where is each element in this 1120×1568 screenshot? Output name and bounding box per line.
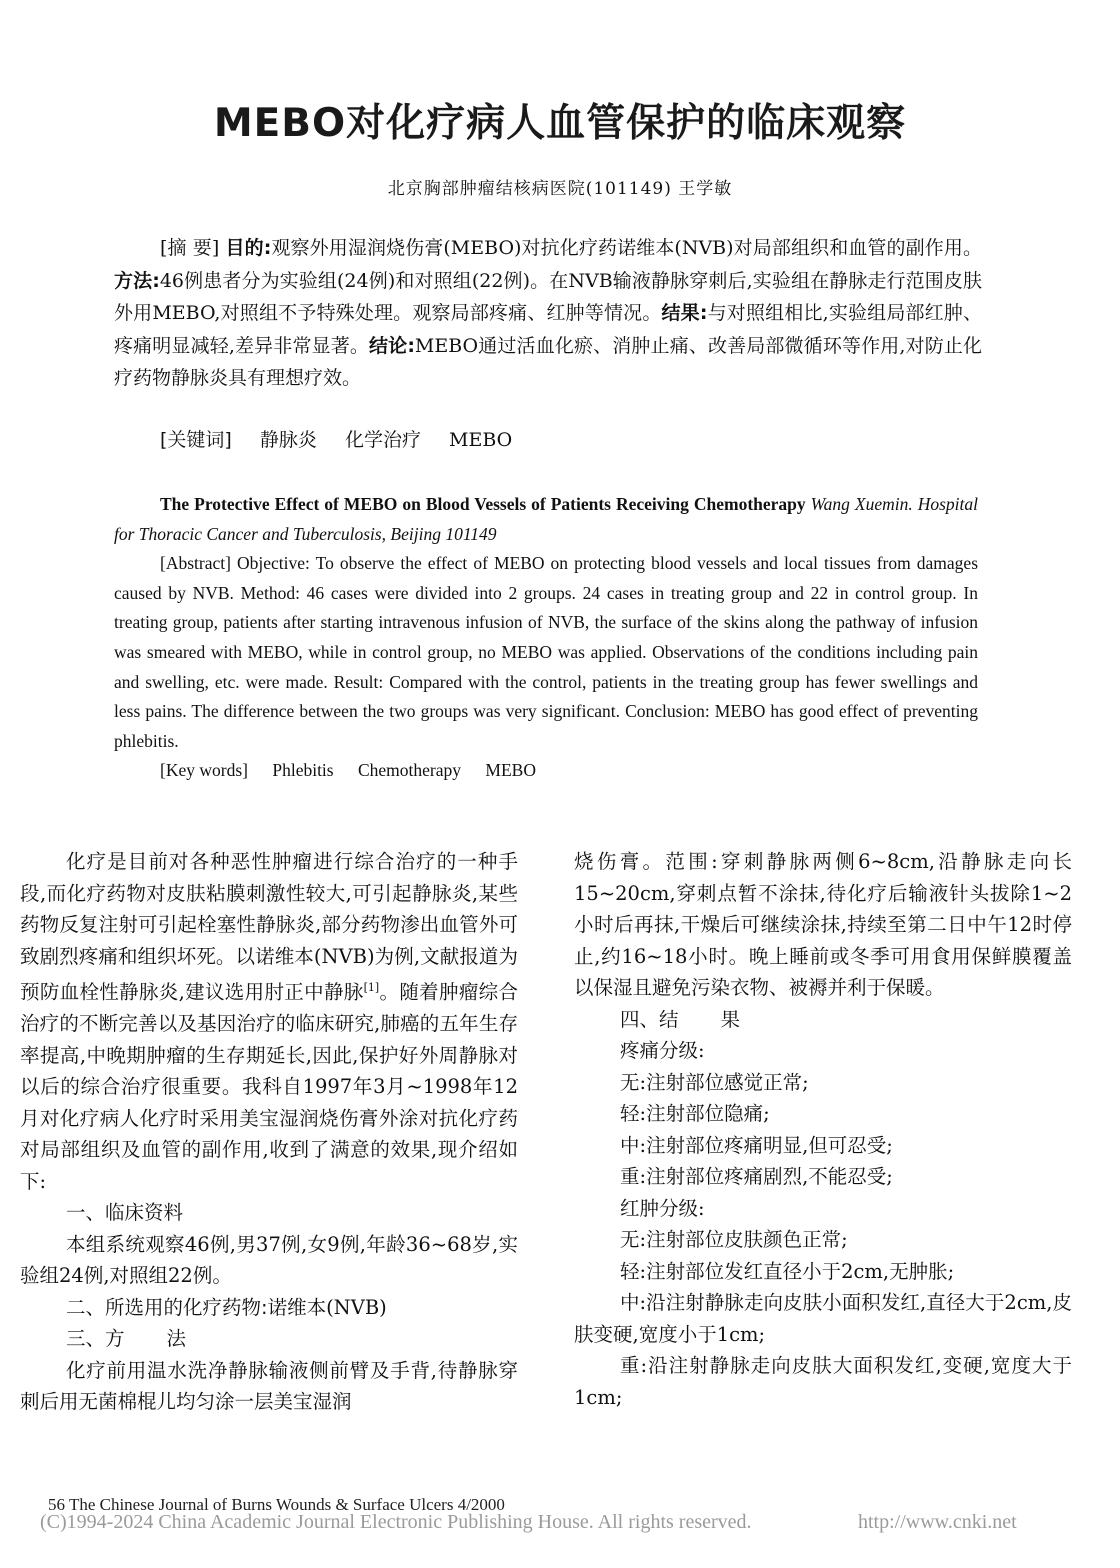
english-abstract-body (114, 549, 978, 756)
drug-heading-label: 二、所选用的化疗药物: (66, 1295, 268, 1319)
citation-ref: [1] (363, 981, 380, 994)
pain-grade-item: 无:注射部位感觉正常; (620, 1070, 809, 1094)
author-affiliation: 北京胸部肿瘤结核病医院(101149) 王学敏 (387, 179, 733, 199)
section-heading-results (574, 1004, 1072, 1036)
materials-paragraph: 本组系统观察46例,男37例,女9例,年龄36~68岁,实验组24例,对照组22例。 (20, 1232, 518, 1287)
english-title: The Protective Effect of MEBO on Blood Vessels of Patients Receiving Chemotherapy (160, 494, 806, 514)
conclusion-label: 结论: (369, 334, 415, 357)
intro-text-b: 。随着肿瘤综合治疗的不断完善以及基因治疗的临床研究,肺癌的五年生存率提高,中晚期肿瘤的生存期延长,因此,保护好外周静脉对以后的综合治疗很重要。我科自1997年3月~1998年12月对化疗病人化疗时采用美宝湿润烧伤膏外涂对抗化疗药对局部组织及血管的副作用,收到了满意的效果,现介绍如下: (20, 980, 518, 1193)
objective-label: 目的: (225, 237, 272, 259)
pain-grade-item: 中:注射部位疼痛明显,但可忍受; (620, 1133, 893, 1157)
body-right-column (574, 846, 1072, 1413)
copyright-watermark (40, 1511, 1080, 1534)
keyword: 化学治疗 (344, 429, 421, 451)
section-heading-materials: 一、临床资料 (66, 1201, 184, 1224)
english-keyword: Phlebitis (272, 760, 334, 781)
result-text: 与对照组相比,实验组局部红肿、疼痛明显减轻,差异非常显著。 (114, 302, 982, 357)
body-left-column (20, 846, 518, 1418)
english-abstract (114, 490, 978, 786)
abstract-tag: [摘 要] (160, 237, 220, 259)
method-heading-b: 法 (166, 1327, 187, 1350)
results-heading-a: 四、结 (620, 1007, 679, 1031)
objective-text: 观察外用湿润烧伤膏(MEBO)对抗化疗药诺维本(NVB)对局部组织和血管的副作用。 (271, 237, 982, 259)
pain-grade-item: 轻:注射部位隐痛; (620, 1102, 770, 1125)
swelling-grade-item: 无:注射部位皮肤颜色正常; (620, 1228, 848, 1251)
english-abstract-tag: [Abstract] (160, 553, 231, 574)
method-heading-a: 三、方 (66, 1327, 125, 1350)
chinese-keywords (160, 425, 512, 452)
english-byline: Wang Xuemin. Hospital for Thoracic Cancer and Tuberculosis, Beijing 101149 (114, 494, 978, 544)
keywords-tag: [关键词] (160, 429, 232, 451)
method-continuation: 烧伤膏。范围:穿刺静脉两侧6~8cm,沿静脉走向长15~20cm,穿刺点暂不涂抹,待化疗后输液针头拔除1~2小时后再抹,干燥后可继续涂抹,持续至第二日中午12时停止,约16~18小时。晚上睡前或冬季可用食用保鲜膜覆盖以保湿且避免污染衣物、被褥并利于保暖。 (574, 850, 1072, 999)
section-heading-drug (20, 1292, 518, 1324)
english-keyword: MEBO (485, 760, 536, 781)
english-keyword: Chemotherapy (357, 760, 462, 781)
intro-paragraph (20, 846, 518, 1197)
paper-title: MEBO对化疗病人血管保护的临床观察 (213, 101, 907, 146)
swelling-grade-item: 中:沿注射静脉走向皮肤小面积发红,直径大于2cm,皮肤变硬,宽度小于1cm; (574, 1291, 1072, 1346)
keyword: 静脉炎 (259, 429, 317, 451)
swelling-grade-item: 重:沿注射静脉走向皮肤大面积发红,变硬,宽度大于1cm; (574, 1354, 1072, 1409)
section-heading-method (20, 1323, 518, 1355)
english-header (114, 490, 978, 549)
cnki-url: http://www.cnki.net (858, 1511, 1017, 1533)
swelling-grading-title: 红肿分级: (620, 1196, 705, 1220)
drug-name: 诺维本(NVB) (267, 1295, 387, 1319)
intro-text-a: 化疗是目前对各种恶性肿瘤进行综合治疗的一种手段,而化疗药物对皮肤粘膜刺激性较大,可引起静脉炎,某些药物反复注射可引起栓塞性静脉炎,部分药物渗出血管外可致剧烈疼痛和组织坏死。以诺维本(NVB)为例,文献报道为预防血栓性静脉炎,建议选用肘正中静脉 (20, 850, 518, 1004)
method-text: 46例患者分为实验组(24例)和对照组(22例)。在NVB输液静脉穿刺后,实验组在静脉走行范围皮肤外用MEBO,对照组不予特殊处理。观察局部疼痛、红肿等情况。 (114, 269, 982, 324)
method-label: 方法: (114, 269, 160, 292)
english-abstract-text: Objective: To observe the effect of MEBO on protecting blood vessels and local tissues from damages caused by NVB. Method: 46 cases were divided into 2 groups. 24 cases in treating group and 22 in control group. In treating group, patients after starting intravenous infusion of NVB, the surface of the skins along the pathway of infusion was smeared with MEBO, while in control group, no MEBO was applied. Observations of the conditions including pain and swelling, etc. were made. Result: Compared with the control, patients in the treating group has fewer swellings and less pains. The difference between the two groups was very significant. Conclusion: MEBO has good effect of preventing phlebitis. (114, 553, 978, 751)
method-paragraph: 化疗前用温水洗净静脉输液侧前臂及手背,待静脉穿刺后用无菌棉棍儿均匀涂一层美宝湿润 (20, 1358, 518, 1413)
copyright-text: (C)1994-2024 China Academic Journal Electronic Publishing House. All rights reserved. (40, 1511, 752, 1533)
pain-grade-item: 重:注射部位疼痛剧烈,不能忍受; (620, 1165, 893, 1188)
swelling-grade-item: 轻:注射部位发红直径小于2cm,无肿胀; (620, 1259, 955, 1283)
journal-footer: 56 The Chinese Journal of Burns Wounds & Surface Ulcers 4/2000 (48, 1495, 505, 1514)
keyword: MEBO (449, 429, 513, 451)
pain-grading-title: 疼痛分级: (620, 1039, 705, 1062)
english-keywords-tag: [Key words] (160, 760, 248, 781)
results-heading-b: 果 (720, 1007, 741, 1031)
english-keywords (160, 756, 978, 786)
chinese-abstract (114, 232, 982, 395)
result-label: 结果: (661, 302, 708, 324)
conclusion-text: MEBO通过活血化瘀、消肿止痛、改善局部微循环等作用,对防止化疗药物静脉炎具有理想疗效。 (114, 334, 982, 389)
